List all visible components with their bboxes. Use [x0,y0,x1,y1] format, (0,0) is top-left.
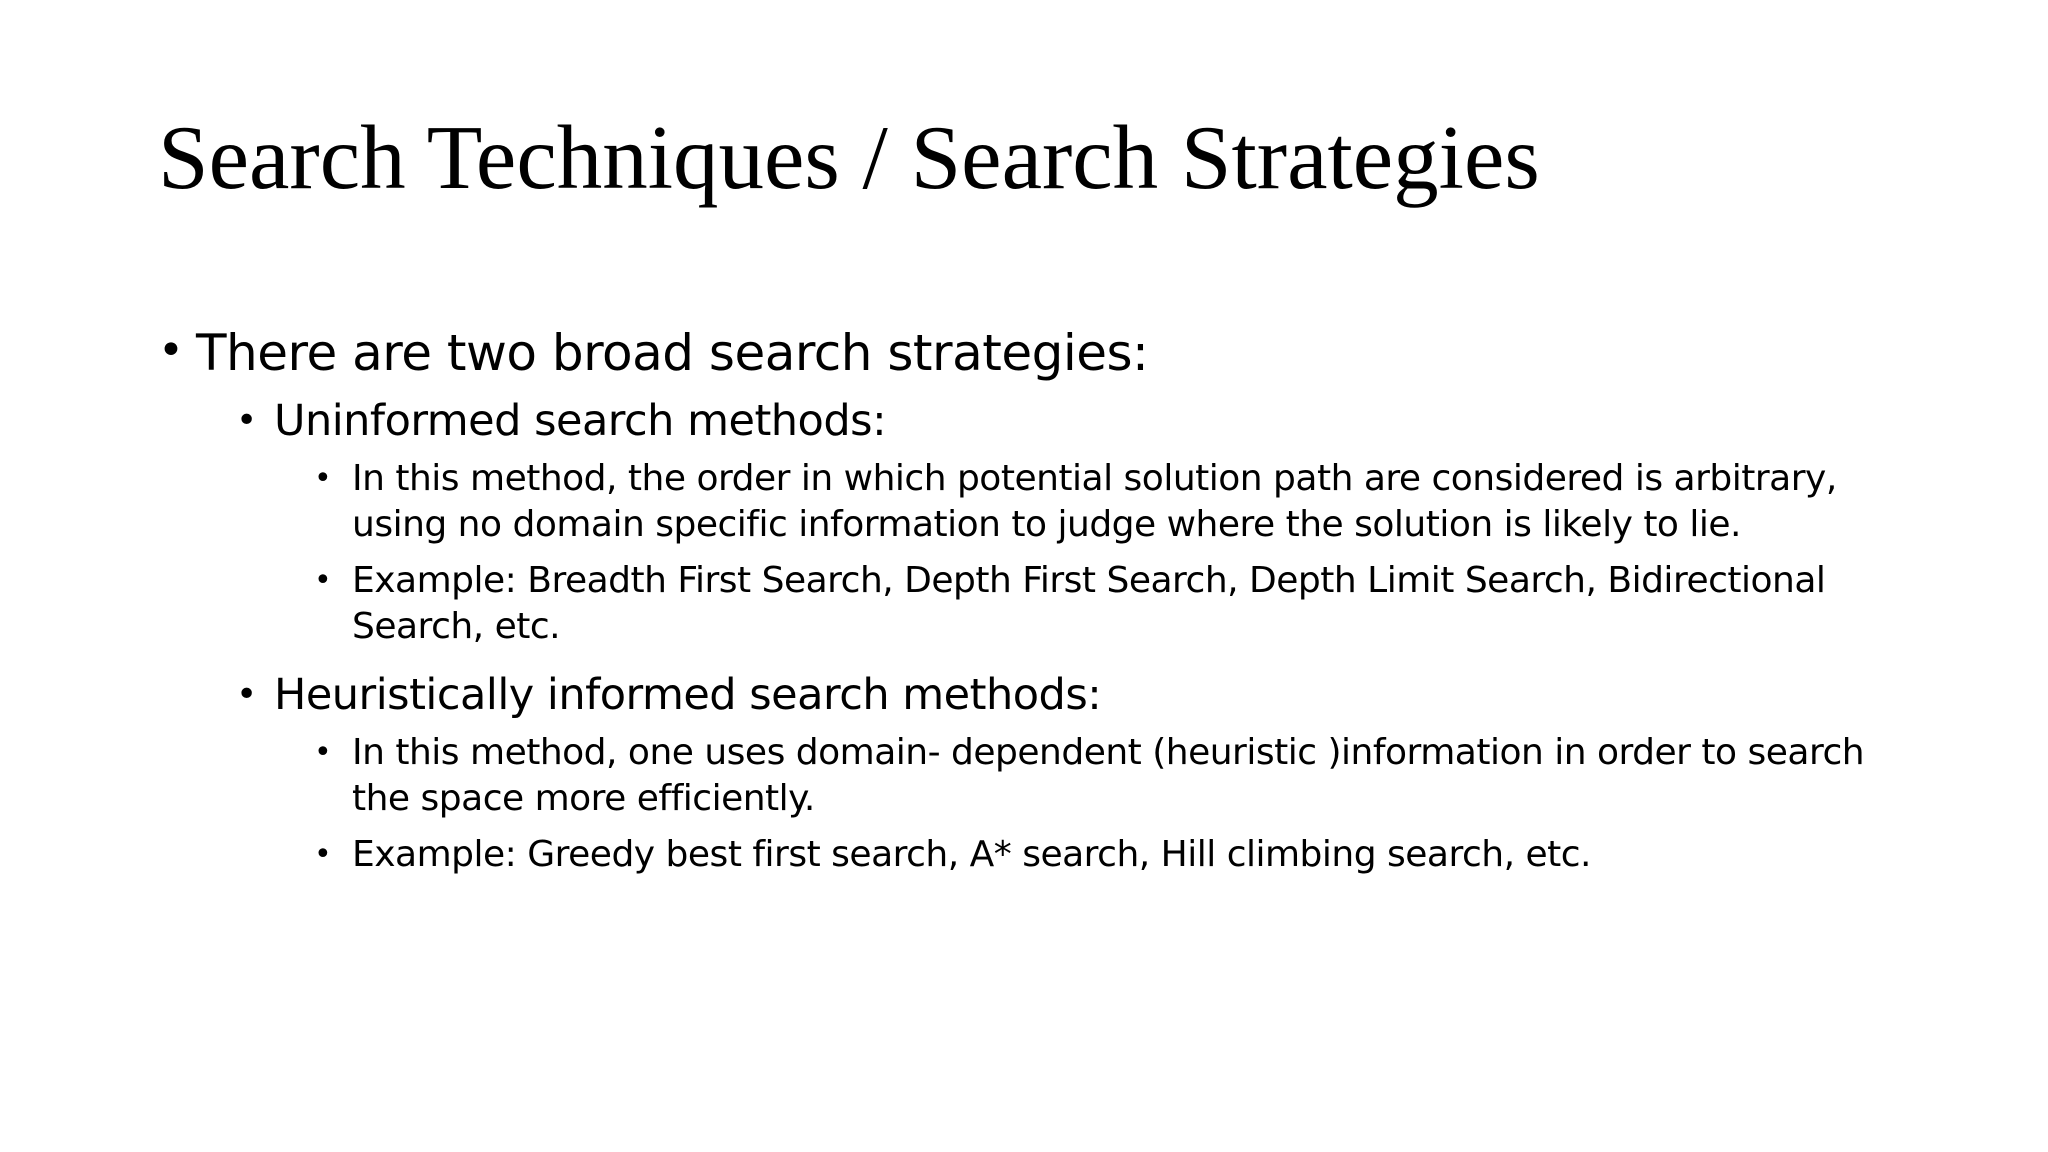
bullet-item-level3 [314,456,1918,548]
bullet-icon: • [314,837,332,872]
bullet-text: Example: Greedy best first search, A* search, Hill climbing search, etc. [352,834,1591,875]
bullet-list [158,320,1918,888]
bullet-item-level3 [314,832,1918,878]
bullet-item-level2 [236,386,1918,456]
bullet-item-level3 [314,730,1918,822]
bullet-text: Example: Breadth First Search, Depth First Search, Depth Limit Search, Bidirectional Search, etc. [352,560,1826,647]
bullet-text: Uninformed search methods: [274,396,887,446]
slide-title: Search Techniques / Search Strategies [158,107,1540,208]
bullet-item-level1 [158,320,1918,386]
bullet-icon: • [314,735,332,770]
bullet-icon: • [236,400,257,441]
bullet-icon: • [236,674,257,715]
bullet-item-level2 [236,660,1918,730]
bullet-icon: • [314,563,332,598]
bullet-text: In this method, one uses domain- dependent (heuristic )information in order to search the space more efficiently. [352,732,1865,819]
bullet-icon: • [158,325,184,376]
bullet-text: Heuristically informed search methods: [274,670,1102,720]
bullet-item-level3 [314,558,1918,650]
bullet-text: In this method, the order in which potential solution path are considered is arbitrary, using no domain specific information to judge where the solution is likely to lie. [352,458,1837,545]
bullet-icon: • [314,461,332,496]
bullet-text: There are two broad search strategies: [196,324,1149,382]
